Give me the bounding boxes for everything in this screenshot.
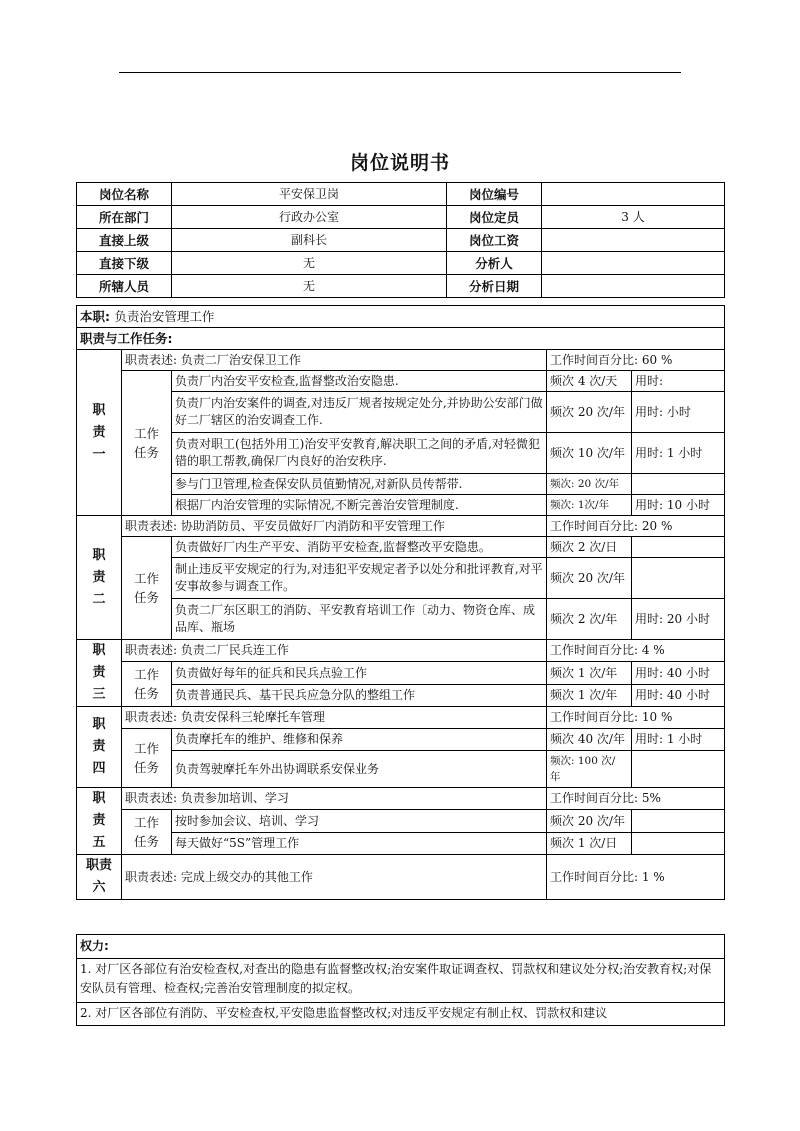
task-text: 负责厂内治安平安检查,监督整改治安隐患. — [172, 371, 547, 392]
task-duration — [632, 558, 725, 599]
info-row — [77, 183, 725, 206]
duty-time-percent: 工作时间百分比: 60 % — [547, 350, 725, 371]
task-frequency: 频次 2 次/年 — [547, 599, 632, 640]
task-duration — [632, 751, 725, 788]
task-row — [77, 729, 725, 751]
task-row — [77, 392, 725, 433]
task-frequency: 频次 1 次/年 — [547, 685, 632, 707]
power-item-2: 2. 对厂区各部位有消防、平安检查权,平安隐患监督整改权;对违反平安规定有制止权、罚款权和建议 — [77, 1003, 725, 1026]
task-duration — [632, 474, 725, 495]
info-label: 分析人 — [447, 252, 542, 275]
info-value — [542, 275, 725, 298]
duties-header: 职责与工作任务: — [77, 328, 725, 350]
task-row — [77, 495, 725, 516]
task-duration — [632, 537, 725, 558]
task-frequency: 频次 1 次/年 — [547, 662, 632, 685]
task-duration: 用时: 10 小时 — [632, 495, 725, 516]
task-duration: 用时: 20 小时 — [632, 599, 725, 640]
duty-description: 职责表述: 负责参加培训、学习 — [122, 788, 547, 810]
work-task-label: 工作 任务 — [122, 371, 172, 516]
info-label: 岗位定员 — [447, 206, 542, 229]
header-rule — [119, 72, 681, 73]
info-label: 直接上级 — [77, 229, 172, 252]
task-row — [77, 474, 725, 495]
info-label: 所在部门 — [77, 206, 172, 229]
info-value: 副科长 — [172, 229, 447, 252]
task-text: 根据厂内治安管理的实际情况,不断完善治安管理制度. — [172, 495, 547, 516]
duty-description: 职责表述: 负责二厂治安保卫工作 — [122, 350, 547, 371]
task-frequency: 频次 4 次/天 — [547, 371, 632, 392]
duty-label: 职 责 一 — [77, 350, 122, 516]
duty-time-percent: 工作时间百分比: 5% — [547, 788, 725, 810]
task-text: 负责二厂东区职工的消防、平安教育培训工作〔动力、物资仓库、成品库、瓶场 — [172, 599, 547, 640]
task-frequency: 频次 1 次/日 — [547, 833, 632, 855]
task-text: 按时参加会议、培训、学习 — [172, 810, 547, 833]
task-text: 参与门卫管理,检查保安队员值勤情况,对新队员传帮带. — [172, 474, 547, 495]
task-frequency: 频次 10 次/年 — [547, 433, 632, 474]
task-row — [77, 599, 725, 640]
task-text: 负责做好厂内生产平安、消防平安检查,监督整改平安隐患。 — [172, 537, 547, 558]
info-label: 分析日期 — [447, 275, 542, 298]
info-label: 直接下级 — [77, 252, 172, 275]
info-row — [77, 252, 725, 275]
work-task-label: 工作 任务 — [122, 729, 172, 788]
task-frequency: 频次 20 次/年 — [547, 558, 632, 599]
task-duration: 用时: 1 小时 — [632, 433, 725, 474]
duty-desc-row — [77, 516, 725, 537]
task-frequency: 频次 40 次/年 — [547, 729, 632, 751]
info-value: 平安保卫岗 — [172, 183, 447, 206]
task-duration — [632, 833, 725, 855]
info-value: 无 — [172, 275, 447, 298]
basic-info-table — [76, 182, 725, 298]
info-value — [542, 252, 725, 275]
duty-desc-row — [77, 350, 725, 371]
task-duration: 用时: 40 小时 — [632, 662, 725, 685]
duty-time-percent: 工作时间百分比: 20 % — [547, 516, 725, 537]
duty-description: 职责表述: 完成上级交办的其他工作 — [122, 855, 547, 900]
info-row — [77, 229, 725, 252]
task-text: 负责对职工(包括外用工)治安平安教育,解决职工之间的矛盾,对轻微犯错的职工帮教,确保厂内良好的治安秩序. — [172, 433, 547, 474]
duty-description: 职责表述: 负责安保科三轮摩托车管理 — [122, 707, 547, 729]
task-frequency: 频次 2 次/日 — [547, 537, 632, 558]
duty-label: 职 责 三 — [77, 640, 122, 707]
duty-time-percent: 工作时间百分比: 10 % — [547, 707, 725, 729]
duty-time-percent: 工作时间百分比: 4 % — [547, 640, 725, 662]
powers-table — [76, 934, 725, 1026]
info-row — [77, 275, 725, 298]
task-frequency: 频次: 100 次/ 年 — [547, 751, 632, 788]
work-task-label: 工作 任务 — [122, 662, 172, 707]
task-row — [77, 558, 725, 599]
duty-desc-row — [77, 707, 725, 729]
task-duration: 用时: 小时 — [632, 392, 725, 433]
info-value: 行政办公室 — [172, 206, 447, 229]
task-row — [77, 537, 725, 558]
powers-header: 权力: — [77, 935, 725, 959]
work-task-label: 工作 任务 — [122, 810, 172, 855]
task-row — [77, 833, 725, 855]
duty-label: 职责 六 — [77, 855, 122, 900]
task-text: 负责做好每年的征兵和民兵点验工作 — [172, 662, 547, 685]
duty-label: 职 责 四 — [77, 707, 122, 788]
page-title: 岗位说明书 — [349, 152, 450, 174]
task-text: 负责厂内治安案件的调查,对违反厂规者按规定处分,并协助公安部门做好二厂辖区的治安调查工作. — [172, 392, 547, 433]
task-duration: 用时: — [632, 371, 725, 392]
info-value — [542, 229, 725, 252]
duty-label: 职 责 二 — [77, 516, 122, 640]
task-text: 负责摩托车的维护、维修和保养 — [172, 729, 547, 751]
duty-desc-row — [77, 788, 725, 810]
duty-time-percent: 工作时间百分比: 1 % — [547, 855, 725, 900]
info-label: 所辖人员 — [77, 275, 172, 298]
power-item-1: 1. 对厂区各部位有治安检查权,对查出的隐患有监督整改权;治安案件取证调查权、罚款权和建议处分权;治安教育权;对保安队员有管理、检查权;完善治安管理制度的拟定权。 — [77, 959, 725, 1003]
task-frequency: 频次: 1次/年 — [547, 495, 632, 516]
task-row — [77, 751, 725, 788]
task-frequency: 频次 20 次/年 — [547, 392, 632, 433]
task-row — [77, 810, 725, 833]
task-text: 每天做好“5S”管理工作 — [172, 833, 547, 855]
task-frequency: 频次: 20 次/年 — [547, 474, 632, 495]
task-row — [77, 433, 725, 474]
task-frequency: 频次 20 次/年 — [547, 810, 632, 833]
info-label: 岗位名称 — [77, 183, 172, 206]
task-text: 负责普通民兵、基干民兵应急分队的整组工作 — [172, 685, 547, 707]
duty-desc-row — [77, 855, 725, 900]
duty-desc-row — [77, 640, 725, 662]
task-text: 负责驾驶摩托车外出协调联系安保业务 — [172, 751, 547, 788]
duty-description: 职责表述: 负责二厂民兵连工作 — [122, 640, 547, 662]
task-duration — [632, 810, 725, 833]
info-value — [542, 183, 725, 206]
task-row — [77, 685, 725, 707]
info-value: 3 人 — [542, 206, 725, 229]
work-task-label: 工作 任务 — [122, 537, 172, 640]
task-text: 制止违反平安规定的行为,对违犯平安规定者予以处分和批评教育,对平安事故参与调查工作。 — [172, 558, 547, 599]
duties-table — [76, 305, 725, 900]
info-value: 无 — [172, 252, 447, 275]
info-label: 岗位工资 — [447, 229, 542, 252]
summary-text: 负责治安管理工作 — [114, 309, 215, 324]
task-row — [77, 662, 725, 685]
task-duration: 用时: 40 小时 — [632, 685, 725, 707]
duty-label: 职 责 五 — [77, 788, 122, 855]
task-row — [77, 371, 725, 392]
info-label: 岗位编号 — [447, 183, 542, 206]
info-row — [77, 206, 725, 229]
summary-row — [77, 306, 725, 328]
task-duration: 用时: 1 小时 — [632, 729, 725, 751]
summary-label: 本职: — [80, 309, 110, 324]
duty-description: 职责表述: 协助消防员、平安员做好厂内消防和平安管理工作 — [122, 516, 547, 537]
